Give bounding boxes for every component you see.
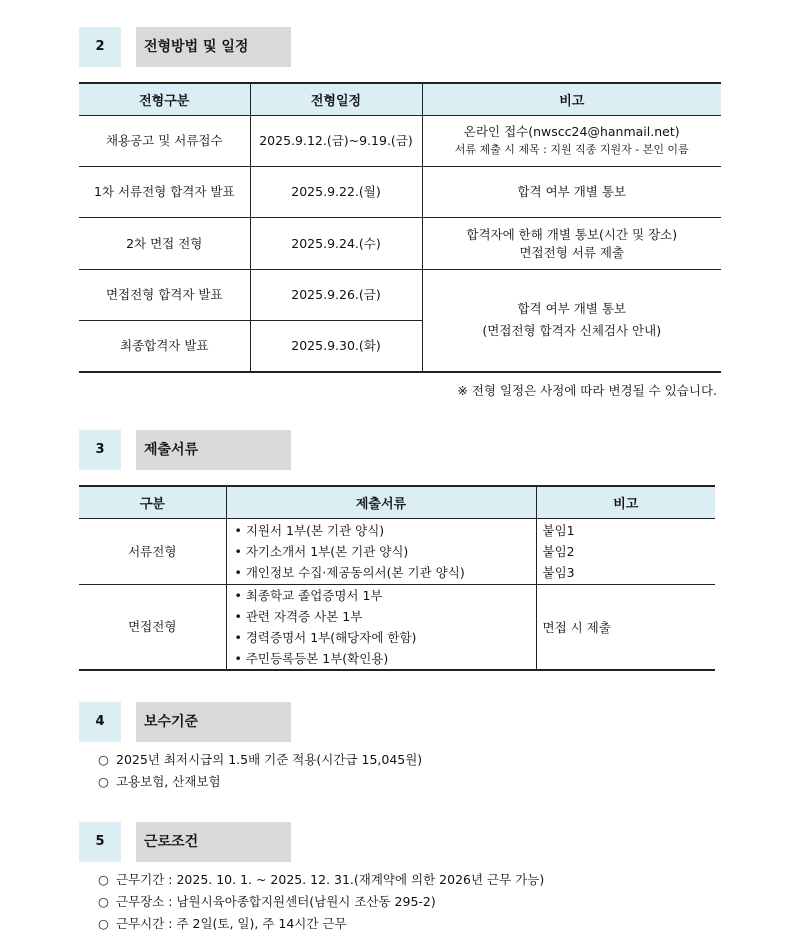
date-cell: 2025.9.22.(월) <box>250 167 422 218</box>
stage-cell: 채용공고 및 서류접수 <box>79 116 250 167</box>
section-number: 5 <box>79 822 121 862</box>
document-item: • 개인정보 수집·제공동의서(본 기관 양식) <box>234 565 465 580</box>
attachment-cell <box>536 519 715 585</box>
documents-cell <box>226 585 536 671</box>
list-item-text: 근무기간 : 2025. 10. 1. ~ 2025. 12. 31.(재계약에 의한 2026년 근무 가능) <box>116 872 545 887</box>
list-item <box>98 869 544 891</box>
stage-cell: 2차 면접 전형 <box>79 218 250 270</box>
conditions-list <box>98 869 544 935</box>
circle-bullet-icon: ○ <box>98 752 109 767</box>
table-header-row <box>79 486 715 519</box>
attachment-label: 붙임2 <box>542 544 575 559</box>
column-header: 제출서류 <box>226 486 536 519</box>
stage-cell: 1차 서류전형 합격자 발표 <box>79 167 250 218</box>
date-cell: 2025.9.24.(수) <box>250 218 422 270</box>
circle-bullet-icon: ○ <box>98 894 109 909</box>
circle-bullet-icon: ○ <box>98 872 109 887</box>
note-line: 온라인 접수(nwscc24@hanmail.net) <box>463 124 680 139</box>
date-cell: 2025.9.30.(화) <box>250 321 422 372</box>
attachment-label: 붙임1 <box>542 523 575 538</box>
table-header-row <box>79 83 721 116</box>
table-row <box>79 116 721 167</box>
section-title: 근로조건 <box>136 822 291 862</box>
note-cell: 면접 시 제출 <box>536 585 715 671</box>
section-number: 2 <box>79 27 121 67</box>
note-cell: 합격 여부 개별 통보 <box>422 167 721 218</box>
section-number: 4 <box>79 702 121 742</box>
section-title: 전형방법 및 일정 <box>136 27 291 67</box>
note-line: 서류 제출 시 제목 : 지원 직종 지원자 - 본인 이름 <box>454 143 689 156</box>
attachment-label: 붙임3 <box>542 565 575 580</box>
column-header: 전형일정 <box>250 83 422 116</box>
column-header: 비고 <box>422 83 721 116</box>
note-line: (면접전형 합격자 신체검사 안내) <box>482 323 662 339</box>
section-title: 제출서류 <box>136 430 291 470</box>
note-line: 면접전형 서류 제출 <box>519 244 625 260</box>
note-cell <box>422 270 721 372</box>
list-item-text: 2025년 최저시급의 1.5배 기준 적용(시간급 15,045원) <box>116 752 423 767</box>
date-cell: 2025.9.26.(금) <box>250 270 422 321</box>
pay-list <box>98 749 422 793</box>
document-item: • 최종학교 졸업증명서 1부 <box>234 588 383 603</box>
list-item <box>98 749 422 771</box>
note-cell <box>422 218 721 270</box>
note-line: 합격자에 한해 개별 통보(시간 및 장소) <box>466 226 678 242</box>
document-item: • 관련 자격증 사본 1부 <box>234 609 363 624</box>
schedule-footnote: ※ 전형 일정은 사정에 따라 변경될 수 있습니다. <box>457 383 717 398</box>
list-item <box>98 913 544 935</box>
list-item-text: 근무장소 : 남원시육아종합지원센터(남원시 조산동 295-2) <box>116 894 436 909</box>
category-cell: 면접전형 <box>79 585 226 671</box>
list-item <box>98 891 544 913</box>
list-item-text: 근무시간 : 주 2일(토, 일), 주 14시간 근무 <box>116 916 347 931</box>
schedule-table <box>79 82 721 373</box>
list-item <box>98 771 422 793</box>
document-item: • 자기소개서 1부(본 기관 양식) <box>234 544 409 559</box>
note-cell <box>422 116 721 167</box>
list-item-text: 고용보험, 산재보험 <box>116 774 221 789</box>
column-header: 비고 <box>536 486 715 519</box>
stage-cell: 최종합격자 발표 <box>79 321 250 372</box>
document-item: • 지원서 1부(본 기관 양식) <box>234 523 385 538</box>
column-header: 구분 <box>79 486 226 519</box>
date-cell: 2025.9.12.(금)~9.19.(금) <box>250 116 422 167</box>
category-cell: 서류전형 <box>79 519 226 585</box>
stage-cell: 면접전형 합격자 발표 <box>79 270 250 321</box>
note-line: 합격 여부 개별 통보 <box>517 301 627 317</box>
circle-bullet-icon: ○ <box>98 774 109 789</box>
document-item: • 주민등록등본 1부(확인용) <box>234 651 389 666</box>
table-row <box>79 585 715 671</box>
table-row <box>79 519 715 585</box>
documents-table <box>79 485 715 671</box>
column-header: 전형구분 <box>79 83 250 116</box>
document-item: • 경력증명서 1부(해당자에 한함) <box>234 630 417 645</box>
table-row <box>79 270 721 321</box>
section-number: 3 <box>79 430 121 470</box>
section-title: 보수기준 <box>136 702 291 742</box>
table-row <box>79 167 721 218</box>
table-row <box>79 218 721 270</box>
circle-bullet-icon: ○ <box>98 916 109 931</box>
documents-cell <box>226 519 536 585</box>
